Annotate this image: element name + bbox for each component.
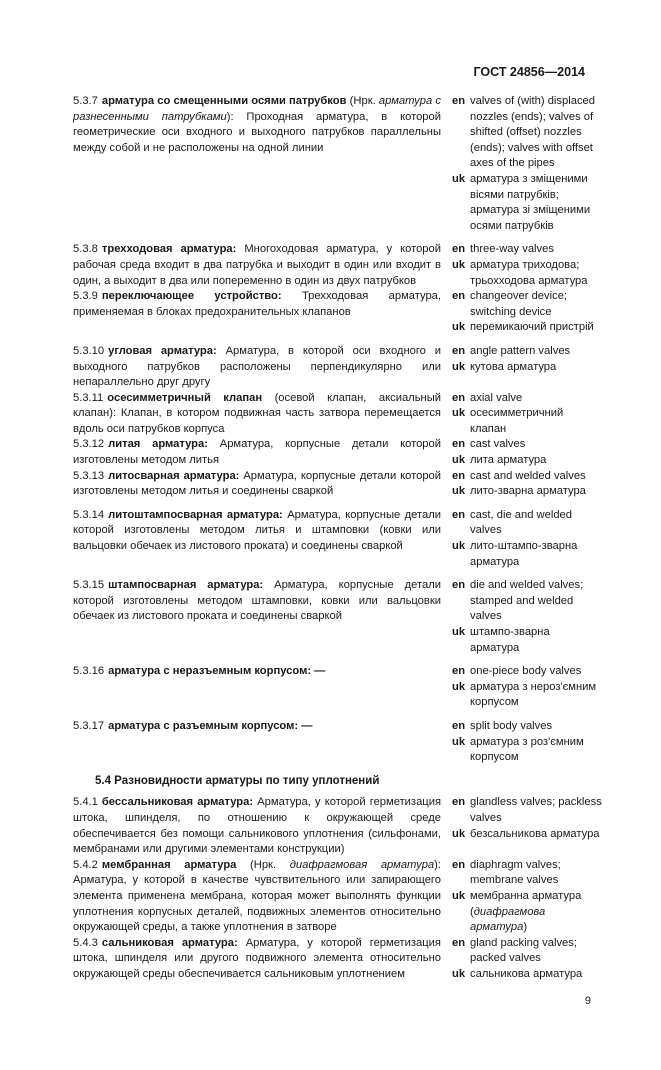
definition: Проходная арматура, в которой геометрические оси входного и выходного патрубков параллельны между собой и не расположены на одной линии [73, 110, 441, 154]
translation-text: перемикаючий пристрій [470, 321, 594, 334]
translation-uk [452, 406, 602, 437]
translations [452, 795, 602, 857]
term-number: 5.3.15 [73, 579, 105, 592]
term: сальниковая арматура: [101, 936, 238, 949]
term-entry-5-4-2 [73, 858, 441, 936]
definition: Арматура, у которой герметизация штока, шпинделя или другого подвижного элемента относительно окружающей среды обеспечивается сальниковым уплотнением [73, 936, 441, 980]
term-entry-5-3-12 [73, 437, 441, 468]
translations [452, 664, 602, 711]
term-number: 5.3.11 [73, 391, 104, 404]
lang-label: en [452, 290, 466, 303]
term-row [73, 289, 603, 336]
translation-text: cast and welded valves [470, 469, 586, 482]
translation-en [452, 289, 602, 320]
term-note: (Нрк. [346, 95, 379, 107]
lang-label: en [452, 579, 466, 592]
definition: Арматура, у которой в качестве чувствительного или запирающего элемента применена мембрана, которая может выполнять функции уплотнения корпусных деталей, подвижных элементов относительно окружающей среды, а также уплотнения в затворе [73, 874, 441, 934]
translations [452, 391, 602, 438]
translation-en [452, 719, 602, 735]
translation-text: cast valves [470, 438, 526, 451]
term: штампосварная арматура: [108, 579, 264, 592]
term: литосварная арматура: [108, 469, 240, 482]
translation-uk [452, 889, 602, 936]
definition: Арматура, корпусные детали которой изготовлены методом литья и штамповки (ковки или вальцовки обечаек из листового проката) и соединены сваркой [73, 508, 442, 553]
term: трехходовая арматура: [101, 243, 237, 256]
translation-text: осесимметричний клапан [470, 407, 564, 435]
translation-text: арматура триходова; трьохходова арматура [470, 258, 588, 287]
translation-text: gland packing valves; packed valves [470, 936, 577, 965]
lang-label: uk [452, 889, 466, 902]
lang-label: en [452, 438, 466, 451]
lang-label: uk [452, 540, 466, 553]
translation-text: мембранна арматура (диафрагмова арматура) [470, 889, 582, 934]
lang-label: uk [452, 360, 466, 373]
translation-text: angle pattern valves [470, 344, 571, 357]
term-note-end: ): [226, 110, 247, 123]
translation-en [452, 664, 602, 680]
translation-uk [452, 360, 602, 376]
translation-text: three-way valves [470, 243, 554, 256]
term-row [73, 508, 603, 570]
lang-label: uk [452, 626, 466, 638]
lang-label: uk [452, 827, 466, 840]
translations [452, 508, 602, 570]
term-number: 5.4.2 [73, 858, 98, 871]
lang-label: en [452, 796, 466, 809]
translation-en [452, 242, 602, 258]
translations [452, 94, 602, 234]
lang-label: en [452, 508, 466, 521]
translation-text: кутова арматура [470, 360, 557, 373]
translations [452, 344, 602, 391]
term-note-end: ): [434, 858, 441, 871]
lang-label: en [452, 344, 466, 357]
section-heading: 5.4 Разновидности арматуры по типу уплотнений [95, 774, 380, 787]
term-number: 5.3.14 [73, 508, 105, 521]
lang-label: uk [452, 258, 466, 271]
translations [452, 936, 602, 983]
definition: Клапан, в котором подвижная часть затвора перемещается вдоль оси патрубков корпуса [73, 407, 441, 435]
term-number: 5.3.9 [73, 290, 98, 303]
term-entry-5-3-16 [73, 664, 441, 711]
translation-uk [452, 453, 602, 469]
lang-label: uk [452, 321, 466, 334]
translations [452, 578, 602, 656]
term-number: 5.3.12 [73, 438, 105, 451]
translation-text: лита арматура [470, 454, 547, 467]
definition: Трехходовая арматура, применяемая в блоках предохранительных клапанов [73, 290, 442, 318]
translation-uk [452, 484, 602, 500]
translation-uk [452, 172, 602, 234]
term: мембранная арматура [101, 858, 237, 871]
term-entry-5-3-10 [73, 344, 441, 391]
term-row [73, 94, 603, 234]
term: арматура с неразъемным корпусом: — [108, 665, 326, 678]
translation-en [452, 795, 602, 826]
translation-text: безсальникова арматура [470, 827, 600, 840]
translation-text: axial valve [470, 391, 523, 404]
translation-uk [452, 625, 602, 656]
translation-text: лито-зварна арматура [470, 485, 586, 498]
lang-label: en [452, 936, 466, 949]
term-number: 5.4.3 [73, 936, 98, 949]
definition: Арматура, у которой герметизация штока, шпинделя, по отношению к окружающей среде обеспечивается без помощи сальникового уплотнения (сильфонами, мембранами или другими элементами конструкции) [73, 796, 442, 856]
translation-text: one-piece body valves [470, 665, 582, 678]
term: угловая арматура: [108, 344, 217, 357]
term-number: 5.3.13 [73, 469, 105, 482]
page-number: 9 [584, 995, 591, 1008]
lang-label: uk [452, 735, 466, 748]
lang-label: en [452, 391, 466, 404]
translations [452, 469, 602, 500]
translation-text: арматура з зміщеними вісями патрубків; арматура зі зміщеними осями патрубків [470, 172, 591, 232]
translation-text: valves of (with) displaced nozzles (ends); valves of shifted (offset) nozzles (ends); valves with offset axes of the pipes [470, 95, 595, 170]
translation-uk [452, 258, 602, 289]
translation-en [452, 94, 602, 172]
term-row [73, 242, 603, 289]
term: осесимметричный клапан [107, 391, 263, 404]
translation-text: split body valves [470, 719, 553, 732]
term-number: 5.3.10 [73, 344, 105, 357]
term-row [73, 936, 603, 983]
term-entry-5-3-17 [73, 719, 441, 766]
term-note: (Нрк. [236, 858, 290, 871]
term-entry-5-3-15 [73, 578, 441, 656]
translation-uk [452, 967, 602, 983]
term-row [73, 664, 603, 711]
translation-text: сальникова арматура [470, 967, 583, 980]
translation-en [452, 344, 602, 360]
lang-label: uk [452, 485, 466, 498]
lang-label: en [452, 95, 466, 107]
translation-en [452, 858, 602, 889]
term: литоштампосварная арматура: [108, 508, 283, 521]
translation-text: лито-штампо-зварна арматура [470, 540, 578, 568]
term-entry-5-3-13 [73, 469, 441, 500]
term-entry-5-3-14 [73, 508, 441, 570]
lang-label: en [452, 469, 466, 482]
translations [452, 242, 602, 289]
translation-uk [452, 680, 602, 711]
term-entry-5-3-9 [73, 289, 441, 336]
term-row [73, 719, 603, 766]
uk-variant: диафрагмова арматура [470, 905, 546, 934]
term-entry-5-3-7 [73, 94, 441, 234]
translation-uk [452, 539, 602, 570]
lang-label: uk [452, 680, 466, 693]
definition: Арматура, в которой оси входного и выходного патрубков расположены перпендикулярно или непараллельно друг другу [73, 344, 442, 389]
translation-text: штампо-зварна арматура [470, 626, 550, 654]
definition: Арматура, корпусные детали которой изготовлены методом литья и соединены сваркой [73, 469, 442, 498]
term-number: 5.3.17 [73, 719, 105, 732]
term-note: (осевой клапан, аксиальный клапан): [73, 391, 441, 420]
definition: Арматура, корпусные детали которой изготовлены методом литья [73, 438, 441, 467]
lang-label: en [452, 243, 466, 256]
translations [452, 858, 602, 936]
translation-text: diaphragm valves; membrane valves [470, 858, 561, 887]
lang-label: en [452, 858, 466, 871]
term: переключающее устройство: [101, 290, 282, 303]
definition: Многоходовая арматура, у которой рабочая среда входит в два патрубка и выходит в один или входит в один, а выходит в два или попеременно в один из двух патрубков [73, 243, 442, 287]
definition: Арматура, корпусные детали которой изготовлены методом штамповки, ковки или вальцовки обечаек из листового проката и соединены сваркой [73, 579, 441, 623]
translation-text: арматура з роз'ємним корпусом [470, 735, 584, 764]
lang-label: uk [452, 454, 466, 467]
term-entry-5-3-11 [73, 391, 441, 438]
term: арматура со смещенными осями патрубков [101, 95, 347, 107]
translation-uk [452, 735, 602, 766]
term-list [73, 0, 603, 1070]
translation-text: cast, die and welded valves [470, 508, 572, 537]
translation-en [452, 578, 602, 625]
term-row [73, 795, 603, 857]
translations [452, 719, 602, 766]
term-entry-5-3-8 [73, 242, 441, 289]
translation-en [452, 508, 602, 539]
term: литая арматура: [108, 438, 208, 451]
term: бессальниковая арматура: [101, 796, 254, 809]
translation-en [452, 936, 602, 967]
translation-uk [452, 827, 602, 843]
translation-text: die and welded valves; stamped and welded valves [470, 579, 584, 623]
deprecated-term: диафрагмовая арматура [289, 858, 435, 871]
term-entry-5-4-1 [73, 795, 441, 857]
lang-label: uk [452, 172, 466, 185]
term-number: 5.3.8 [73, 243, 98, 256]
term: арматура с разъемным корпусом: — [108, 719, 313, 732]
translations [452, 437, 602, 468]
translation-en [452, 437, 602, 453]
translation-text: арматура з нероз'ємним корпусом [470, 680, 597, 709]
term-row [73, 391, 603, 438]
term-row [73, 437, 603, 468]
lang-label: en [452, 719, 466, 732]
lang-label: uk [452, 407, 466, 420]
uk-term: мембранна арматура [470, 889, 582, 902]
lang-label: en [452, 665, 466, 678]
document-header: ГОСТ 24856—2014 [473, 65, 585, 79]
term-row [73, 578, 603, 656]
term-number: 5.3.7 [73, 95, 98, 107]
term-row [73, 858, 603, 936]
term-row [73, 344, 603, 391]
lang-label: uk [452, 967, 466, 980]
translation-uk [452, 320, 602, 336]
translation-text: changeover device; switching device [470, 290, 568, 318]
term-number: 5.4.1 [73, 796, 98, 809]
deprecated-term: арматура с разнесенными патрубками [73, 95, 441, 123]
translations [452, 289, 602, 336]
term-row [73, 469, 603, 500]
term-entry-5-4-3 [73, 936, 441, 983]
term-number: 5.3.16 [73, 665, 105, 678]
translation-en [452, 469, 602, 485]
translation-en [452, 391, 602, 407]
translation-text: glandless valves; packless valves [470, 796, 602, 824]
